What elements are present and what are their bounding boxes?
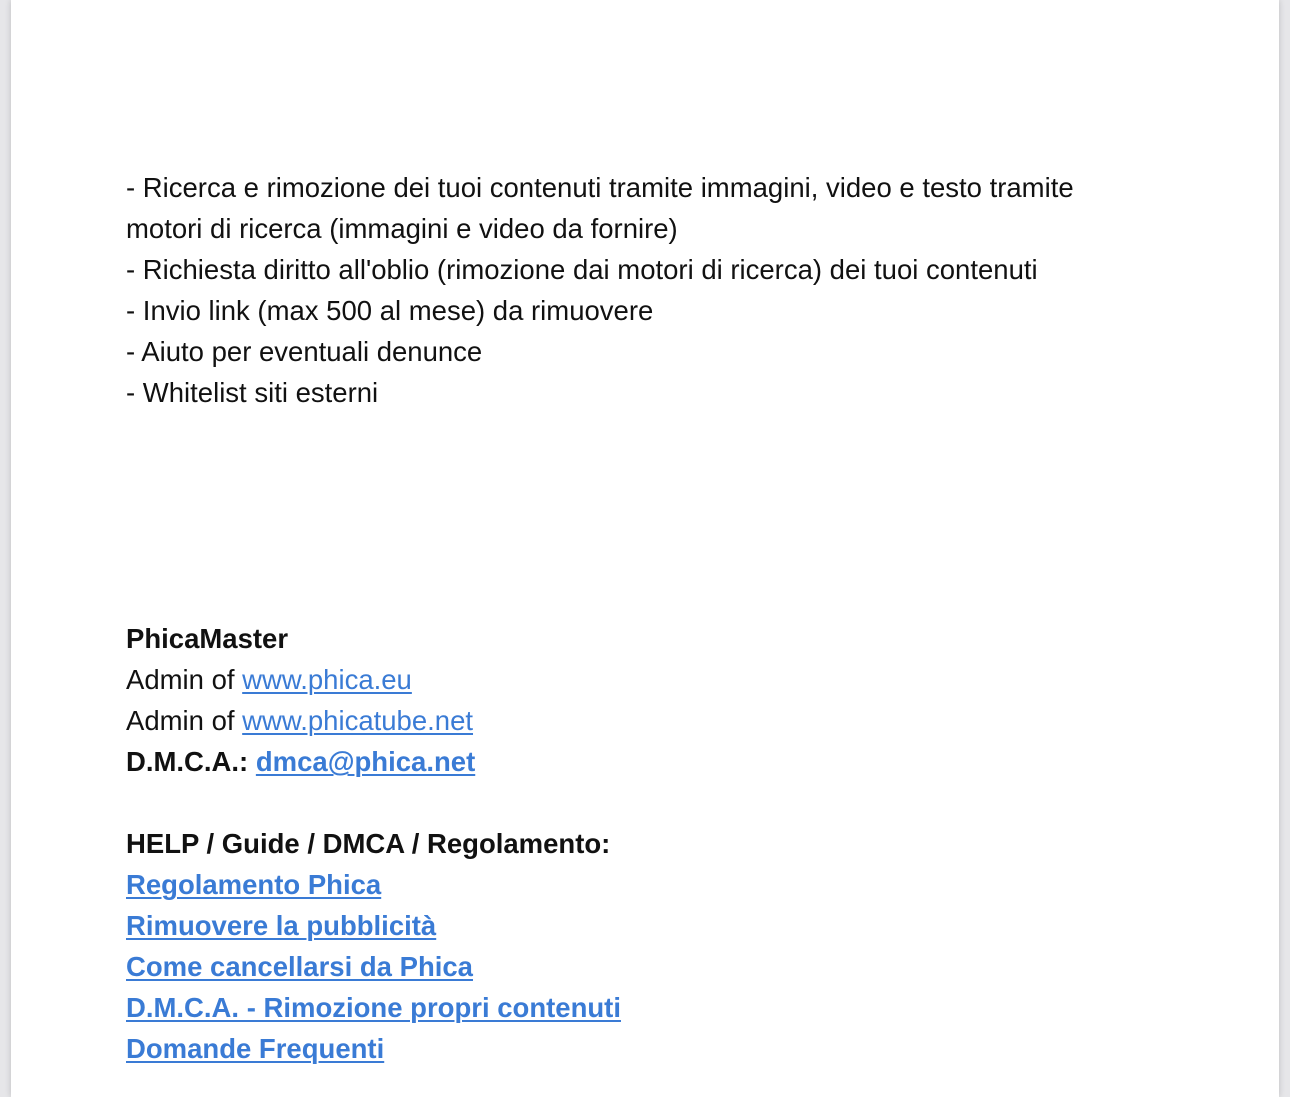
feature-line: - Whitelist siti esterni — [126, 377, 379, 408]
spacer — [126, 782, 1226, 823]
features-list — [126, 167, 1226, 413]
faq-link[interactable]: Domande Frequenti — [126, 1033, 385, 1064]
cancellarsi-link[interactable]: Come cancellarsi da Phica — [126, 951, 473, 982]
feature-line: motori di ricerca (immagini e video da fornire) — [126, 213, 678, 244]
spacer — [126, 413, 1226, 618]
dmca-rimozione-link[interactable]: D.M.C.A. - Rimozione propri contenuti — [126, 992, 621, 1023]
regolamento-link[interactable]: Regolamento Phica — [126, 869, 382, 900]
signature-block — [126, 618, 1226, 782]
document-page — [11, 0, 1279, 1097]
help-heading: HELP / Guide / DMCA / Regolamento: — [126, 828, 611, 859]
admin-line-1 — [126, 659, 1226, 700]
dmca-label: D.M.C.A.: — [126, 746, 256, 777]
rimuovere-pubblicita-link[interactable]: Rimuovere la pubblicità — [126, 910, 437, 941]
dmca-line — [126, 741, 1226, 782]
dmca-email-link[interactable]: dmca@phica.net — [255, 746, 476, 777]
phicatube-link[interactable]: www.phicatube.net — [242, 705, 474, 736]
help-block — [126, 823, 1226, 1069]
feature-line: - Aiuto per eventuali denunce — [126, 336, 483, 367]
admin-prefix: Admin of — [126, 664, 243, 695]
admin-line-2 — [126, 700, 1226, 741]
phica-eu-link[interactable]: www.phica.eu — [242, 664, 412, 695]
feature-line: - Richiesta diritto all'oblio (rimozione dai motori di ricerca) dei tuoi contenuti — [126, 254, 1038, 285]
feature-line: - Invio link (max 500 al mese) da rimuovere — [126, 295, 654, 326]
admin-prefix: Admin of — [126, 705, 243, 736]
feature-line: - Ricerca e rimozione dei tuoi contenuti tramite immagini, video e testo tramite — [126, 172, 1074, 203]
document-content — [126, 167, 1226, 1069]
signature-name: PhicaMaster — [126, 623, 289, 654]
